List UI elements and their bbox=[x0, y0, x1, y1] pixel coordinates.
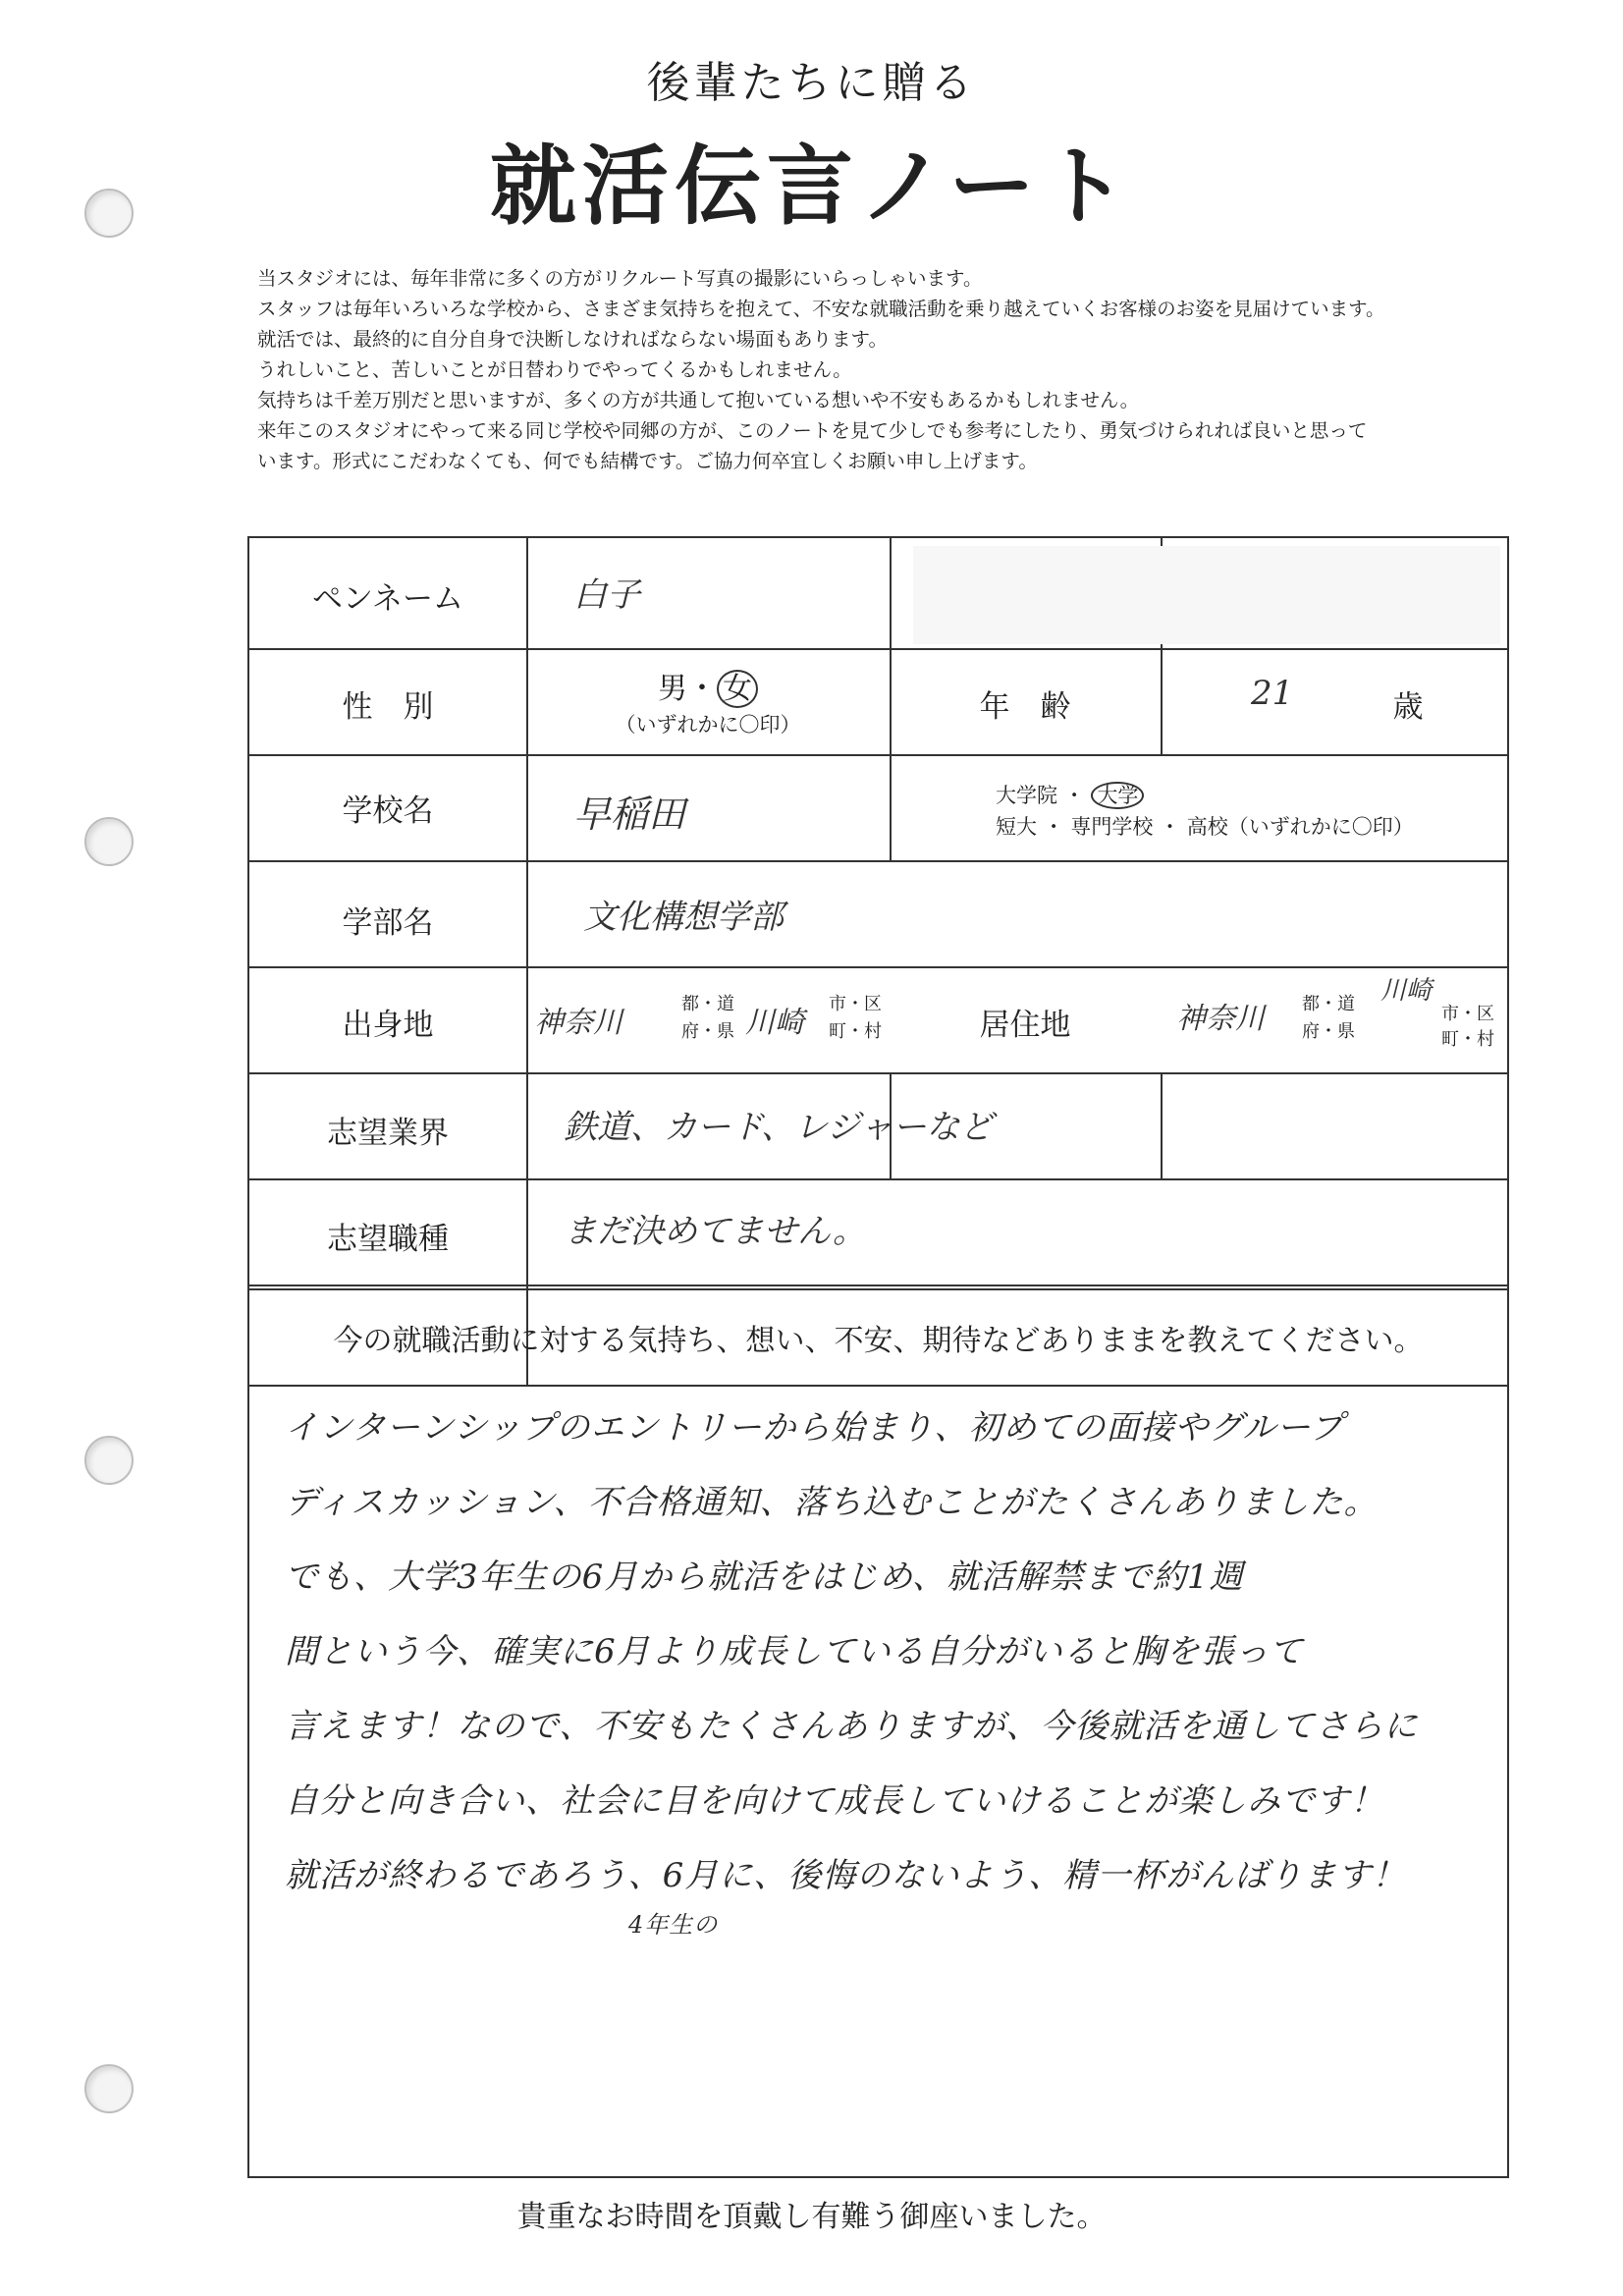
gender-label: 性 別 bbox=[342, 689, 434, 725]
hometown-label: 出身地 bbox=[342, 1008, 434, 1043]
gender-note: （いずれかに〇印） bbox=[615, 713, 801, 737]
essay-line: でも、大学3年生の6月から就活をはじめ、就活解禁まで約1週 bbox=[285, 1558, 1244, 1597]
hometown-pref-types-top: 都・道 bbox=[681, 994, 734, 1014]
residence-pref-types-top: 都・道 bbox=[1302, 994, 1355, 1014]
intro-line: 来年このスタジオにやって来る同じ学校や同郷の方が、このノートを見て少しでも参考にしたり、勇気づけられれば良いと思って bbox=[257, 419, 1368, 442]
age-value: 21 bbox=[1251, 674, 1294, 713]
footer-thanks: 貴重なお時間を頂戴し有難う御座いました。 bbox=[516, 2200, 1107, 2234]
intro-line: うれしいこと、苦しいことが日替わりでやってくるかもしれません。 bbox=[257, 358, 852, 381]
school-type-line1: 大学院 ・ 大学 bbox=[996, 780, 1144, 809]
hometown-city-types-top: 市・区 bbox=[829, 994, 882, 1014]
essay-question: 今の就職活動に対する気持ち、想い、不安、期待などありままを教えてください。 bbox=[333, 1324, 1424, 1358]
binder-hole bbox=[84, 817, 134, 866]
page-title: 就活伝言ノート bbox=[489, 135, 1134, 237]
pen-name-label: ペンネーム bbox=[311, 581, 464, 617]
intro-text bbox=[257, 263, 1573, 476]
essay-line: 自分と向き合い、社会に目を向けて成長していけることが楽しみです！ bbox=[285, 1781, 1384, 1821]
essay-insert: 4年生の bbox=[628, 1911, 719, 1939]
hometown-pref-types-bottom: 府・県 bbox=[681, 1021, 734, 1042]
intro-line: います。形式にこだわなくても、何でも結構です。ご協力何卒宜しくお願い申し上げます。 bbox=[257, 450, 1038, 472]
binder-hole bbox=[84, 2064, 134, 2113]
essay-line: インターンシップのエントリーから始まり、初めての面接やグループ bbox=[285, 1408, 1344, 1448]
residence-label: 居住地 bbox=[979, 1008, 1071, 1043]
residence-pref-types-bottom: 府・県 bbox=[1302, 1021, 1355, 1042]
job-type-value: まだ決めてません。 bbox=[564, 1212, 867, 1251]
pen-name-value: 白子 bbox=[573, 575, 640, 615]
redacted-area bbox=[913, 546, 1500, 644]
essay-line: 間という今、確実に6月より成長している自分がいると胸を張って bbox=[285, 1632, 1304, 1671]
form-table bbox=[247, 536, 1509, 2178]
essay-line: 就活が終わるであろう、6月に、後悔のないよう、精一杯がんばります！ bbox=[285, 1856, 1407, 1895]
intro-line: 就活では、最終的に自分自身で決断しなければならない場面もあります。 bbox=[257, 328, 888, 351]
gender-options: 男・ 女 bbox=[526, 664, 890, 707]
job-type-label: 志望職種 bbox=[327, 1222, 449, 1257]
subtitle: 後輩たちに贈る bbox=[646, 58, 977, 108]
faculty-value: 文化構想学部 bbox=[583, 898, 784, 937]
school-label: 学校名 bbox=[342, 793, 434, 829]
age-label: 年 齢 bbox=[979, 689, 1071, 725]
school-type-selected: 大学 bbox=[1091, 782, 1144, 809]
industry-value: 鉄道、カード、レジャーなど bbox=[564, 1108, 994, 1147]
school-type-line2: 短大 ・ 専門学校 ・ 高校（いずれかに〇印） bbox=[996, 815, 1414, 839]
essay-line: 言えます！なので、不安もたくさんありますが、今後就活を通してさらに bbox=[285, 1707, 1419, 1746]
essay-line: ディスカッション、不合格通知、落ち込むことがたくさんありました。 bbox=[285, 1483, 1379, 1522]
binder-hole bbox=[84, 1436, 134, 1485]
hometown-pref: 神奈川 bbox=[534, 1006, 622, 1040]
gender-selected-circle: 女 bbox=[717, 670, 758, 708]
hometown-city: 川崎 bbox=[745, 1006, 804, 1040]
intro-line: 気持ちは千差万別だと思いますが、多くの方が共通して抱いている想いや不安もあるかもしれません。 bbox=[257, 389, 1140, 411]
industry-label: 志望業界 bbox=[327, 1116, 449, 1151]
residence-pref: 神奈川 bbox=[1176, 1002, 1265, 1036]
hometown-city-types-bottom: 町・村 bbox=[829, 1021, 882, 1042]
school-value: 早稲田 bbox=[573, 793, 686, 836]
intro-line: 当スタジオには、毎年非常に多くの方がリクルート写真の撮影にいらっしゃいます。 bbox=[257, 267, 983, 290]
faculty-label: 学部名 bbox=[342, 905, 434, 941]
residence-city-types-top: 市・区 bbox=[1441, 1004, 1494, 1024]
intro-line: スタッフは毎年いろいろな学校から、さまざま気持ちを抱えて、不安な就職活動を乗り越えていくお客様のお姿を見届けています。 bbox=[257, 298, 1385, 320]
residence-city-types-bottom: 町・村 bbox=[1441, 1029, 1494, 1050]
age-unit: 歳 bbox=[1392, 689, 1424, 725]
residence-city: 川崎 bbox=[1380, 976, 1433, 1006]
